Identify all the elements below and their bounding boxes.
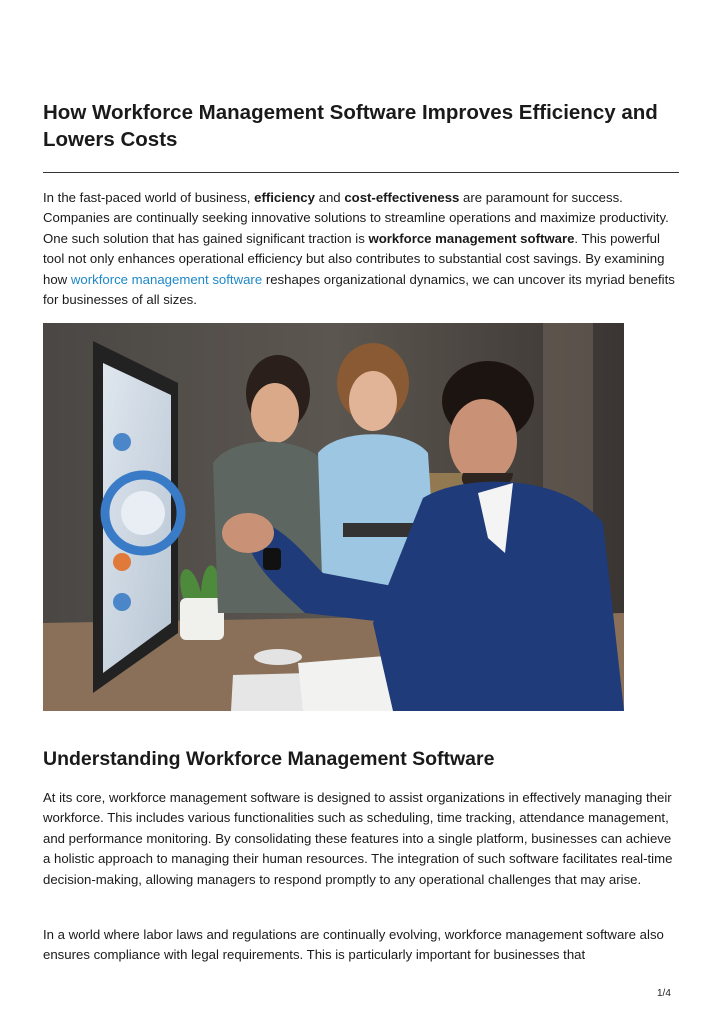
intro-paragraph	[43, 188, 679, 310]
title-divider	[43, 172, 679, 173]
section-heading: Understanding Workforce Management Software	[43, 748, 495, 770]
team-photo	[43, 323, 624, 711]
intro-text-3: are paramount for success. Companies are continually seeking innovative solutions to streamline operations and maximize productivity. One such solution that has gained significant traction is	[43, 190, 669, 246]
intro-text-2: and	[314, 190, 345, 205]
office-team-photo-icon	[43, 323, 624, 711]
body-paragraph-continued: In a world where labor laws and regulations are continually evolving, workforce management software also ensures compliance with legal requirements. This is particularly important for businesses that	[43, 927, 664, 963]
page-number: 1/4	[657, 988, 671, 999]
page-title: How Workforce Management Software Improves Efficiency and Lowers Costs	[43, 101, 658, 151]
intro-text-5: reshapes organizational dynamics, we can uncover its myriad benefits for businesses of all sizes.	[43, 271, 675, 308]
intro-text-1: In the fast-paced world of business,	[43, 190, 255, 205]
intro-bold-wms: workforce management software	[368, 230, 575, 246]
intro-bold-efficiency: efficiency	[254, 190, 315, 205]
intro-text-4: . This powerful tool not only enhances operational efficiency but also contributes to substantial cost savings. By examining how	[43, 230, 665, 287]
body-paragraph: At its core, workforce management software is designed to assist organizations in effectively managing their workforce. This includes various functionalities such as scheduling, time tracking, attendance management, and performance monitoring. By consolidating these features into a single platform, businesses can achieve a holistic approach to managing their human resources. The integration of such software facilitates real-time decision-making, allowing managers to respond promptly to any operational challenges that may arise.	[43, 790, 673, 887]
intro-bold-cost: cost-effectiveness	[344, 190, 460, 205]
wms-link[interactable]: workforce management software	[70, 271, 263, 287]
